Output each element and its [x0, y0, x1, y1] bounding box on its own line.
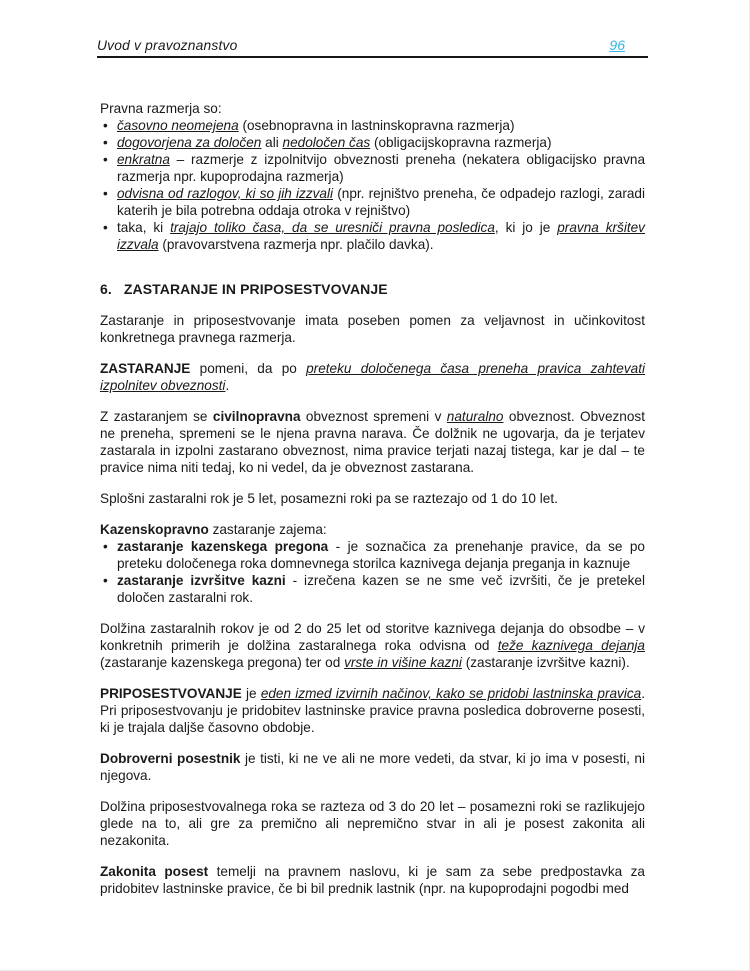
- paragraph: [100, 360, 645, 394]
- bullet-item: [100, 134, 645, 151]
- text-segment: Dolžina zastaralnih rokov je od 2 do 25 let od storitve kaznivega dejanja do obsodbe – v konkretnih primerih je dolžina zastaralnega roka odvisna od: [100, 621, 645, 653]
- text-segment: (zastaranje kazenskega pregona) ter od: [100, 655, 345, 670]
- bullet-item: [100, 185, 645, 219]
- text-segment: zastaranje kazenskega pregona: [117, 539, 329, 554]
- text-segment: - izrečena kazen se ne sme več izvršiti, če je pretekel določen zastaralni rok.: [117, 573, 645, 605]
- bullet-item: [100, 538, 645, 572]
- bullet-item: [100, 219, 645, 253]
- text-segment: časovno neomejena: [117, 118, 239, 133]
- running-header-title: Uvod v pravoznanstvo: [97, 38, 238, 53]
- text-segment: Zastaranje in priposestvovanje imata poseben pomen za veljavnost in učinkovitost konkretnega pravnega razmerja.: [100, 313, 645, 345]
- text-segment: , ki jo je: [494, 220, 558, 235]
- paragraph: [100, 312, 645, 346]
- text-segment: dogovorjena za določen: [117, 135, 262, 150]
- bullet-list: [100, 538, 645, 606]
- text-segment: nedoločen čas: [282, 135, 371, 150]
- text-segment: preteku določenega časa preneha pravica zahtevati izpolnitev obveznosti: [100, 361, 645, 393]
- text-segment: (osebnopravna in lastninskopravna razmerja): [238, 118, 515, 133]
- page-number: 96: [609, 37, 625, 53]
- text-segment: enkratna: [117, 152, 170, 167]
- text-segment: PRIPOSESTVOVANJE: [100, 686, 242, 701]
- paragraph: [100, 750, 645, 784]
- text-segment: zastaranje zajema:: [208, 522, 327, 537]
- text-segment: Splošni zastaralni rok je 5 let, posamezni roki pa se raztezajo od 1 do 10 let.: [100, 491, 558, 506]
- text-segment: (zastaranje izvršitve kazni).: [461, 655, 630, 670]
- text-segment: Z zastaranjem se: [100, 409, 213, 424]
- text-segment: teže kaznivega dejanja: [497, 638, 645, 653]
- text-segment: . Pri priposestvovanju je pridobitev lastninske pravice pravna posledica dobroverne posesti, ki je trajala daljše časovno obdobje.: [100, 686, 645, 735]
- text-segment: civilnopravna: [212, 409, 301, 424]
- text-segment: taka, ki: [117, 220, 171, 235]
- paragraph: [100, 620, 645, 671]
- text-segment: (pravovarstvena razmerja npr. plačilo davka).: [158, 237, 434, 252]
- text-segment: trajajo toliko časa, da se uresniči pravna posledica: [170, 220, 495, 235]
- bullet-list: [100, 117, 645, 253]
- text-segment: je: [241, 686, 261, 701]
- text-segment: (npr. rejništvo preneha, če odpadejo razlogi, zaradi katerih je bila potrebna oddaja otroka v rejništvo): [117, 186, 645, 218]
- text-segment: eden izmed izvirnih načinov, kako se pridobi lastninska pravica: [260, 686, 642, 701]
- text-segment: zastaranje izvršitve kazni: [117, 573, 286, 588]
- bullet-item: [100, 117, 645, 134]
- text-segment: – razmerje z izpolnitvijo obveznosti preneha (nekatera obligacijsko pravna razmerja npr. kupoprodajna razmerja): [117, 152, 645, 184]
- bullet-item: [100, 151, 645, 185]
- document-header: [97, 37, 648, 58]
- text-segment: - je soznačica za prenehanje pravice, da se po preteku določenega roka domnevnega storilca kaznivega dejanja preganja in kaznuje: [117, 539, 645, 571]
- paragraph: [100, 408, 645, 476]
- text-segment: temelji na pravnem naslovu, ki je sam za sebe predpostavka za pridobitev lastninske pravice, če bi bil prednik lastnik (npr. na kupoprodajni pogodbi med: [100, 864, 645, 896]
- text-segment: pomeni, da po: [190, 361, 307, 376]
- text-segment: Kazenskopravno: [100, 522, 209, 537]
- text-segment: 6. ZASTARANJE IN PRIPOSESTVOVANJE: [100, 281, 388, 297]
- text-segment: je tisti, ki ne ve ali ne more vedeti, da stvar, ki jo ima v posesti, ni njegova.: [100, 751, 646, 783]
- text-segment: Dolžina priposestvovalnega roka se razteza od 3 do 20 let – posamezni roki se razlikujejo glede na to, ali gre za premično ali nepremično stvar in ali je posest zakonita ali nezakonita.: [100, 799, 645, 848]
- text-segment: (obligacijskopravna razmerja): [370, 135, 552, 150]
- text-segment: pravna kršitev izzvala: [117, 220, 645, 252]
- text-segment: ZASTARANJE: [100, 361, 191, 376]
- text-segment: naturalno: [446, 409, 504, 424]
- paragraph: [100, 100, 645, 117]
- paragraph: [100, 685, 645, 736]
- paragraph: [100, 863, 645, 897]
- document-body: [100, 100, 645, 911]
- text-segment: .: [225, 378, 230, 393]
- text-segment: obveznost spremeni v: [300, 409, 447, 424]
- text-segment: obveznost. Obveznost ne preneha, spremeni se le njena pravna narava. Če dolžnik ne ugovarja, da je terjatev zastarala in izpolni zastarano obveznost, nima pravice terjati nazaj tistega, kar je dal – te pravice nima niti tedaj, ko ni vedel, da je obveznost zastarana.: [100, 409, 646, 475]
- text-segment: vrste in višine kazni: [344, 655, 462, 670]
- bullet-item: [100, 572, 645, 606]
- paragraph: [100, 490, 645, 507]
- text-segment: odvisna od razlogov, ki so jih izzvali: [117, 186, 334, 201]
- paragraph: [100, 521, 645, 538]
- text-segment: Zakonita posest: [100, 864, 209, 879]
- text-segment: ali: [261, 135, 283, 150]
- paragraph: [100, 798, 645, 849]
- text-segment: Pravna razmerja so:: [100, 101, 222, 116]
- section-heading: [100, 281, 645, 298]
- text-segment: Dobroverni posestnik: [100, 751, 241, 766]
